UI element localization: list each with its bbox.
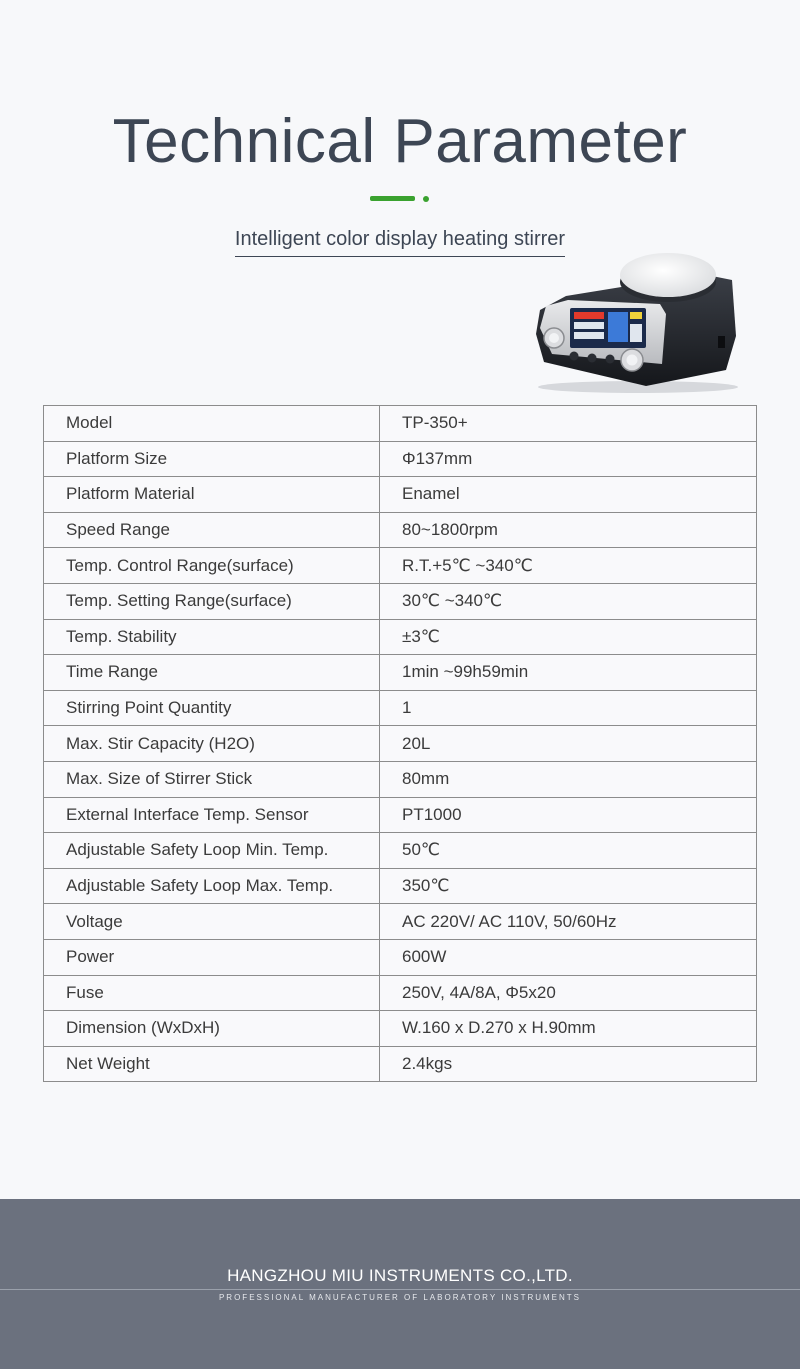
spec-value: TP-350+: [380, 406, 757, 442]
spec-key: Fuse: [44, 975, 380, 1011]
spec-value: 350℃: [380, 868, 757, 904]
page-title: Technical Parameter: [112, 107, 688, 176]
spec-value: 30℃ ~340℃: [380, 583, 757, 619]
spec-value: 80mm: [380, 761, 757, 797]
table-row: [44, 690, 757, 726]
spec-key: Adjustable Safety Loop Min. Temp.: [44, 833, 380, 869]
table-row: [44, 477, 757, 513]
spec-key: Platform Material: [44, 477, 380, 513]
spec-key: Voltage: [44, 904, 380, 940]
spec-key: Power: [44, 939, 380, 975]
spec-value: PT1000: [380, 797, 757, 833]
spec-key: Adjustable Safety Loop Max. Temp.: [44, 868, 380, 904]
spec-key: Model: [44, 406, 380, 442]
footer-divider: [0, 1289, 800, 1290]
spec-key: Platform Size: [44, 441, 380, 477]
spec-table-body: [44, 406, 757, 1082]
spec-value: 80~1800rpm: [380, 512, 757, 548]
table-row: [44, 975, 757, 1011]
table-row: [44, 833, 757, 869]
product-subtitle: Intelligent color display heating stirrer: [235, 228, 565, 257]
spec-value: 1min ~99h59min: [380, 655, 757, 691]
spec-value: R.T.+5℃ ~340℃: [380, 548, 757, 584]
table-row: [44, 406, 757, 442]
table-row: [44, 797, 757, 833]
table-row: [44, 761, 757, 797]
spec-key: Max. Size of Stirrer Stick: [44, 761, 380, 797]
spec-key: Speed Range: [44, 512, 380, 548]
spec-table: [43, 405, 757, 1082]
spec-key: Stirring Point Quantity: [44, 690, 380, 726]
table-row: [44, 868, 757, 904]
spec-value: ±3℃: [380, 619, 757, 655]
spec-key: Max. Stir Capacity (H2O): [44, 726, 380, 762]
spec-key: Temp. Stability: [44, 619, 380, 655]
spec-value: Φ137mm: [380, 441, 757, 477]
table-row: [44, 583, 757, 619]
table-row: [44, 939, 757, 975]
spec-value: 20L: [380, 726, 757, 762]
spec-key: Dimension (WxDxH): [44, 1011, 380, 1047]
spec-value: 2.4kgs: [380, 1046, 757, 1082]
heating-stirrer-device-illustration: [526, 244, 750, 394]
table-row: [44, 726, 757, 762]
table-row: [44, 512, 757, 548]
spec-key: Temp. Setting Range(surface): [44, 583, 380, 619]
spec-key: Net Weight: [44, 1046, 380, 1082]
spec-value: 50℃: [380, 833, 757, 869]
footer: [0, 1199, 800, 1369]
spec-key: Temp. Control Range(surface): [44, 548, 380, 584]
table-row: [44, 619, 757, 655]
accent-divider-dot: [423, 196, 429, 202]
spec-value: AC 220V/ AC 110V, 50/60Hz: [380, 904, 757, 940]
spec-value: W.160 x D.270 x H.90mm: [380, 1011, 757, 1047]
table-row: [44, 548, 757, 584]
company-tagline: PROFESSIONAL MANUFACTURER OF LABORATORY INSTRUMENTS: [218, 1293, 582, 1302]
spec-key: External Interface Temp. Sensor: [44, 797, 380, 833]
spec-key: Time Range: [44, 655, 380, 691]
table-row: [44, 904, 757, 940]
table-row: [44, 441, 757, 477]
spec-value: 1: [380, 690, 757, 726]
company-name: HANGZHOU MIU INSTRUMENTS CO.,LTD.: [227, 1266, 573, 1285]
spec-value: 250V, 4A/8A, Φ5x20: [380, 975, 757, 1011]
spec-value: Enamel: [380, 477, 757, 513]
accent-divider-line: [370, 196, 415, 201]
table-row: [44, 655, 757, 691]
spec-value: 600W: [380, 939, 757, 975]
table-row: [44, 1046, 757, 1082]
table-row: [44, 1011, 757, 1047]
